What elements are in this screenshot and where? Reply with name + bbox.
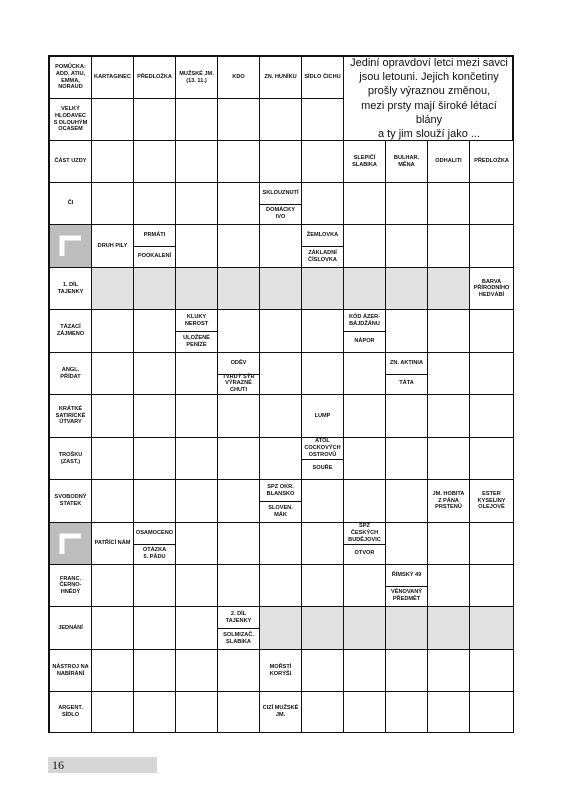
answer-cell[interactable] [176,523,218,565]
answer-cell[interactable] [92,183,134,225]
answer-cell[interactable] [386,692,428,733]
clue-cell [50,99,92,141]
answer-cell[interactable] [176,480,218,523]
answer-cell[interactable] [218,310,260,353]
clue-text-top: SKLOUZNUTÍ [260,183,301,205]
clue-cell [92,523,134,565]
answer-cell[interactable] [428,607,470,650]
answer-cell[interactable] [134,480,176,523]
clue-text-top: ŘÍMSKÝ 49 [386,565,427,587]
clue-cell-split [344,523,386,565]
clue-cell-split [260,480,302,523]
clue-text-bottom: SOLMIZAČ. SLABIKA [223,631,254,645]
answer-cell[interactable] [470,565,514,607]
clue-text-top: ZN. AKTINIA [386,353,427,375]
answer-cell[interactable] [386,607,428,650]
clue-text: CIZÍ MUŽSKÉ JM. [262,705,299,718]
answer-cell[interactable] [176,268,218,310]
answer-cell[interactable] [302,607,344,650]
header-clue-text: KARTAGINEC [94,74,131,81]
clue-cell-split [302,438,344,480]
answer-cell[interactable] [386,650,428,692]
answer-cell[interactable] [176,141,218,183]
answer-cell[interactable] [344,183,386,225]
intro-text: Jediní opravdoví letci mezi savci jsou letouni. Jejich končetiny prošly výraznou změnou, mezi prsty mají široké létací blány a ty jim slouží jako ... [344,57,514,141]
answer-cell[interactable] [386,268,428,310]
answer-cell[interactable] [470,353,514,395]
clue-text-bottom: NÁPOR [354,338,375,345]
header-clue-cell [92,57,134,99]
header-clue-cell [218,57,260,99]
clue-text-bottom: OTVOR [354,550,375,557]
clue-text: SLEPIČÍ SLABIKA [352,154,377,168]
answer-cell[interactable] [260,523,302,565]
clue-text: DRUH PILY [97,242,128,249]
answer-cell[interactable] [134,565,176,607]
clue-text-bottom: POOKALENÍ [137,253,172,260]
answer-cell[interactable] [428,353,470,395]
answer-cell[interactable] [260,99,302,141]
answer-cell[interactable] [344,565,386,607]
answer-cell[interactable] [428,692,470,733]
header-clue-cell [176,57,218,99]
answer-cell[interactable] [260,225,302,268]
answer-cell[interactable] [218,650,260,692]
clue-cell-split [386,565,428,607]
answer-cell[interactable] [176,353,218,395]
header-clue-cell [302,57,344,99]
answer-cell[interactable] [428,438,470,480]
clue-cell [302,395,344,438]
answer-cell[interactable] [260,607,302,650]
clue-text: TROŠKU (ZAST.) [58,451,83,465]
page-number: 16 [52,758,64,772]
crossword-grid [48,55,514,733]
answer-cell[interactable] [218,480,260,523]
answer-cell[interactable] [470,183,514,225]
answer-cell[interactable] [92,310,134,353]
clue-text: JEDNÁNÍ [58,624,83,631]
answer-cell[interactable] [218,565,260,607]
clue-text: ODHALITI [435,158,462,165]
answer-cell[interactable] [218,225,260,268]
clue-cell [50,353,92,395]
answer-cell[interactable] [92,395,134,438]
start-tile [50,523,92,565]
answer-cell[interactable] [470,607,514,650]
clue-text-top: 2. DÍL TAJENKY [218,607,259,629]
answer-cell[interactable] [470,692,514,733]
clue-text-top: ŽEMLOVKA [302,225,343,247]
clue-text-bottom: TÁTA [399,380,414,387]
answer-cell[interactable] [302,523,344,565]
answer-cell[interactable] [218,183,260,225]
clue-cell-split [260,183,302,225]
answer-cell[interactable] [176,99,218,141]
answer-cell[interactable] [176,183,218,225]
clue-cell [50,141,92,183]
answer-cell[interactable] [176,607,218,650]
answer-cell[interactable] [260,395,302,438]
clue-cell-split [134,225,176,268]
clue-text: ARGENT. SÍDLO [58,705,83,718]
clue-cell-split [218,607,260,650]
answer-cell[interactable] [92,438,134,480]
clue-text-top: KÓD ÁZER- BÁJDŽÁNU [344,310,385,332]
start-tile [50,225,92,268]
answer-cell[interactable] [176,565,218,607]
answer-cell[interactable] [302,480,344,523]
answer-cell[interactable] [302,268,344,310]
clue-cell [470,141,514,183]
answer-cell[interactable] [344,480,386,523]
clue-text-top: PRMÁTI [134,225,175,247]
clue-cell [470,268,514,310]
answer-cell[interactable] [302,565,344,607]
answer-cell[interactable] [92,607,134,650]
answer-cell[interactable] [344,607,386,650]
answer-cell[interactable] [428,650,470,692]
clue-cell [50,565,92,607]
header-clue-text: KDO [232,74,245,81]
clue-cell-split [302,225,344,268]
answer-cell[interactable] [92,565,134,607]
header-clue-text: PŘEDLOŽKA [137,74,172,81]
clue-cell [50,395,92,438]
answer-cell[interactable] [470,225,514,268]
clue-text: SVOBODNÝ STATEK [54,494,87,507]
header-clue-cell [260,57,302,99]
corner-arrow-icon [50,225,91,267]
clue-cell [50,607,92,650]
header-clue-cell [50,57,92,99]
answer-cell[interactable] [428,565,470,607]
clue-cell-split [344,310,386,353]
clue-text-bottom: ULOŽENÉ PENÍZE [183,334,210,348]
clue-text: ANGL. PŘÍDAT [60,366,81,380]
clue-text: ČÁST UZDY [54,158,87,165]
answer-cell[interactable] [218,438,260,480]
clue-cell [50,438,92,480]
header-clue-text: MUŽSKÉ JM. (13. 11.) [179,70,214,84]
answer-cell[interactable] [176,438,218,480]
answer-cell[interactable] [134,141,176,183]
answer-cell[interactable] [92,353,134,395]
answer-cell[interactable] [302,141,344,183]
answer-cell[interactable] [386,395,428,438]
answer-cell[interactable] [302,99,344,141]
answer-cell[interactable] [134,310,176,353]
clue-text-bottom: OTÁZKA 5. PÁDU [142,547,167,560]
answer-cell[interactable] [92,650,134,692]
answer-cell[interactable] [344,438,386,480]
clue-text-bottom: SLOVEN. MÁK [268,504,293,518]
clue-cell [50,268,92,310]
clue-text-top: OSAMOCENO [134,523,175,545]
clue-cell [50,310,92,353]
answer-cell[interactable] [134,99,176,141]
clue-text: NÁSTROJ NA NABÍRÁNÍ [52,663,89,677]
answer-cell[interactable] [260,268,302,310]
clue-cell [386,141,428,183]
clue-cell [260,650,302,692]
header-clue-cell [134,57,176,99]
answer-cell[interactable] [302,692,344,733]
answer-cell[interactable] [134,650,176,692]
clue-text-top: SPZ OKR. BLANSKO [260,480,301,502]
clue-cell [470,480,514,523]
page-footer [48,757,157,773]
clue-cell [92,225,134,268]
clue-text: ESTER KYSELINY OLEJOVÉ [477,491,506,511]
clue-text: MOŘSTÍ KORÝŠI [269,663,292,677]
clue-text: VELKÝ HLODAVEC S DLOUHÝM OCASEM [53,106,88,133]
clue-cell-split [386,353,428,395]
clue-text-bottom: SOUŘE [312,465,333,472]
answer-cell[interactable] [302,310,344,353]
clue-text: KRÁTKÉ SATIRICKÉ ÚTVARY [55,406,86,426]
answer-cell[interactable] [386,310,428,353]
clue-text: FRANC. ČERNO- HNĚDÝ [59,575,82,595]
clue-text-bottom: DOMÁCKY IVO [266,207,295,220]
answer-cell[interactable] [428,395,470,438]
answer-cell[interactable] [386,438,428,480]
answer-cell[interactable] [470,523,514,565]
clue-text-bottom: TVRDÝ SÝR VÝRAZNÉ CHUTI [222,373,255,394]
header-clue-text: SÍDLO ČICHU [304,74,341,81]
answer-cell[interactable] [260,310,302,353]
answer-cell[interactable] [470,310,514,353]
answer-cell[interactable] [344,650,386,692]
answer-cell[interactable] [344,225,386,268]
clue-cell [50,480,92,523]
header-clue-text: ZN. HUNÍKU [264,74,297,81]
answer-cell[interactable] [92,99,134,141]
clue-text: PŘEDLOŽKA [474,158,509,165]
answer-cell[interactable] [92,692,134,733]
clue-text-top: ATOL COCKOVÝCH OSTROVŮ [302,438,343,460]
answer-cell[interactable] [260,141,302,183]
clue-cell [50,692,92,733]
clue-cell [428,141,470,183]
clue-cell-split [218,353,260,395]
answer-cell[interactable] [470,438,514,480]
answer-cell[interactable] [470,395,514,438]
answer-cell[interactable] [428,225,470,268]
answer-cell[interactable] [218,523,260,565]
clue-cell [344,141,386,183]
answer-cell[interactable] [344,395,386,438]
clue-text: PATŘÍCÍ NÁM [94,540,131,547]
answer-cell[interactable] [218,141,260,183]
clue-cell [260,692,302,733]
answer-cell[interactable] [134,268,176,310]
clue-cell [50,650,92,692]
answer-cell[interactable] [470,650,514,692]
answer-cell[interactable] [134,183,176,225]
answer-cell[interactable] [176,395,218,438]
answer-cell[interactable] [134,438,176,480]
clue-text-bottom: VĚNOVANÝ PŘEDMĚT [391,589,422,602]
answer-cell[interactable] [134,353,176,395]
answer-cell[interactable] [302,353,344,395]
answer-cell[interactable] [92,480,134,523]
answer-cell[interactable] [134,395,176,438]
clue-cell-split [176,310,218,353]
answer-cell[interactable] [386,523,428,565]
clue-text-top: SPZ ČESKÝCH BUDĚJOVIC [344,523,385,545]
answer-cell[interactable] [428,310,470,353]
clue-text: TÁZACÍ ZÁJMENO [56,324,85,337]
answer-cell[interactable] [344,353,386,395]
answer-cell[interactable] [428,523,470,565]
answer-cell[interactable] [218,692,260,733]
answer-cell[interactable] [428,268,470,310]
answer-cell[interactable] [134,692,176,733]
clue-text: LUMP [314,412,331,419]
corner-arrow-icon [50,523,91,564]
answer-cell[interactable] [92,268,134,310]
clue-text-top: KLUKY NEROST [176,310,217,332]
clue-cell-split [134,523,176,565]
answer-cell[interactable] [386,183,428,225]
answer-cell[interactable] [344,692,386,733]
answer-cell[interactable] [386,225,428,268]
answer-cell[interactable] [260,438,302,480]
clue-text-bottom: ZÁKLADNÍ ČÍSLOVKA [308,249,337,263]
answer-cell[interactable] [218,99,260,141]
answer-cell[interactable] [218,395,260,438]
answer-cell[interactable] [92,141,134,183]
clue-text-top: ODĚV [218,353,259,375]
clue-text: BARVA PŘÍRODNÍHO HEDVÁBÍ [473,278,510,298]
answer-cell[interactable] [260,565,302,607]
clue-text: JM. HOBITA Z PÁNA PRSTENŮ [432,491,465,511]
answer-cell[interactable] [260,353,302,395]
answer-cell[interactable] [302,183,344,225]
clue-text: BULHAR. MĚNA [393,154,420,168]
answer-cell[interactable] [386,480,428,523]
clue-cell [428,480,470,523]
answer-cell[interactable] [218,268,260,310]
answer-cell[interactable] [176,650,218,692]
answer-cell[interactable] [176,692,218,733]
answer-cell[interactable] [302,650,344,692]
answer-cell[interactable] [134,607,176,650]
header-clue-text: POMŮCKA: ADD, ATIU, EMMA, NORAUD [55,64,86,91]
answer-cell[interactable] [344,268,386,310]
clue-text: 1. DÍL TAJENKY [57,281,84,295]
answer-cell[interactable] [428,183,470,225]
clue-text: ČI [67,200,74,207]
answer-cell[interactable] [176,225,218,268]
clue-cell [50,183,92,225]
